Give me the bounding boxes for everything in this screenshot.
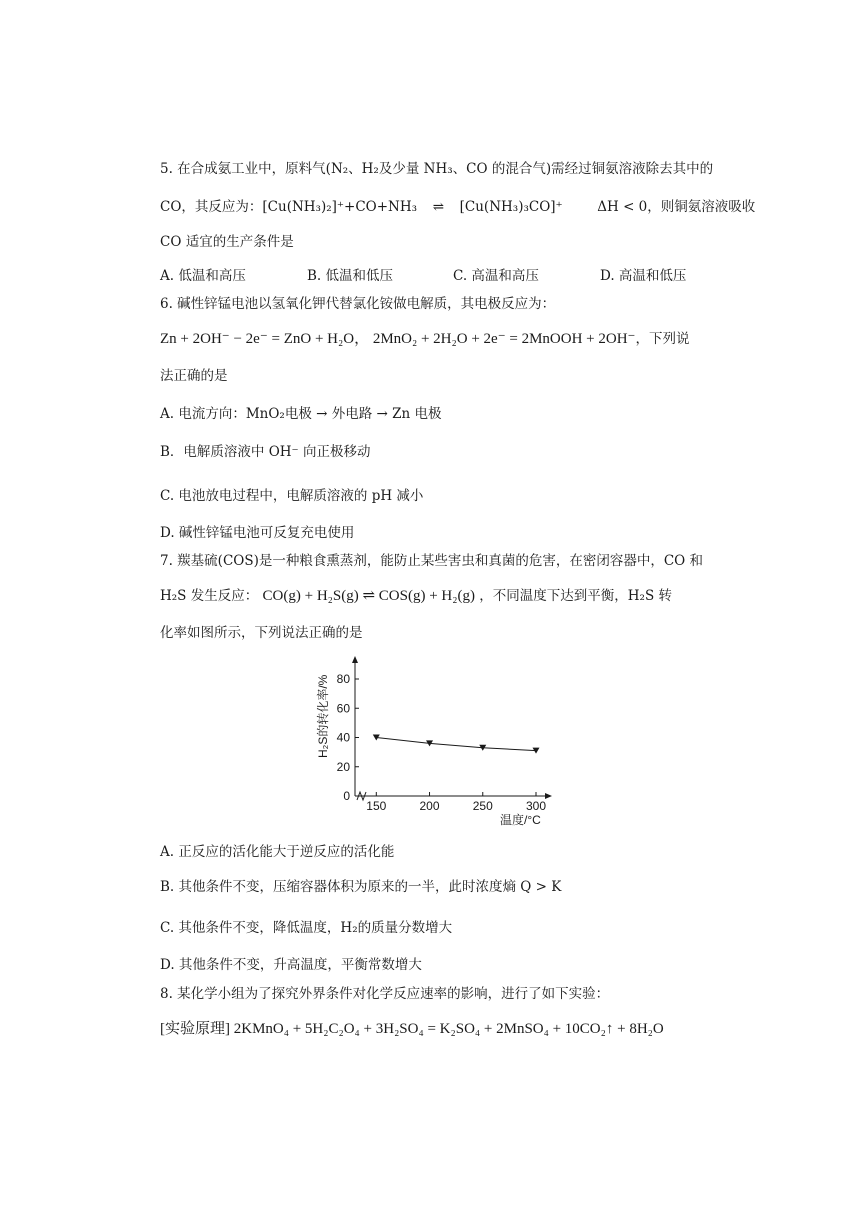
q6-stem-line1: 6. 碱性锌锰电池以氢氧化钾代替氯化铵做电解质，其电极反应为：: [160, 296, 556, 312]
q5-reaction-right: [Cu(NH₃)₃CO]⁺: [459, 199, 563, 215]
h2s-conversion-chart: [300, 650, 570, 835]
x-ticks: [366, 792, 546, 813]
equilibrium-arrow-icon: ⇌: [432, 199, 444, 215]
q7-stem-continuation: ，不同温度下达到平衡，H₂S 转: [479, 588, 672, 604]
q5-option-a[interactable]: A. 低温和高压: [160, 268, 246, 284]
q7-stem-line3: 化率如图所示，下列说法正确的是: [160, 625, 363, 641]
q6-option-d[interactable]: D. 碱性锌锰电池可反复充电使用: [160, 525, 355, 541]
x-tick-label: 300: [525, 799, 547, 813]
y-axis-label: H₂S的转化率/%: [316, 674, 330, 758]
q5-stem-line3: CO 适宜的生产条件是: [160, 234, 294, 250]
q7-option-d[interactable]: D. 其他条件不变，升高温度，平衡常数增大: [160, 957, 422, 973]
q5-option-c[interactable]: C. 高温和高压: [453, 268, 539, 284]
q5-option-d[interactable]: D. 高温和低压: [600, 268, 687, 284]
q8-experiment-principle: [实验原理] 2KMnO₄ + 5H₂C₂O₄ + 3H₂SO₄ = K₂SO₄ + 2MnSO₄ + 10CO₂↑ + 8H₂O: [160, 1021, 664, 1037]
q6-option-c[interactable]: C. 电池放电过程中，电解质溶液的 pH 减小: [160, 488, 424, 504]
y-tick-label: 40: [336, 730, 350, 745]
q6-equation-tail: ，下列说: [635, 331, 690, 346]
y-tick-label: 60: [336, 701, 350, 716]
q6-option-b[interactable]: B．电解质溶液中 OH⁻ 向正极移动: [160, 444, 371, 460]
q5-option-b[interactable]: B. 低温和低压: [307, 268, 394, 284]
q6-equation-mno2: 2MnO₂ + 2H₂O + 2e⁻ = 2MnOOH + 2OH⁻: [372, 331, 636, 347]
q5-stem-line2: [160, 198, 755, 216]
q8-stem-line1: 8. 某化学小组为了探究外界条件对化学反应速率的影响，进行了如下实验：: [160, 986, 610, 1002]
x-axis-label: 温度/°C: [500, 813, 541, 827]
y-tick-label: 80: [336, 672, 350, 686]
q7-option-b[interactable]: B. 其他条件不变，压缩容器体积为原来的一半，此时浓度熵 Q > K: [160, 879, 562, 895]
q7-option-a[interactable]: A. 正反应的活化能大于逆反应的活化能: [160, 844, 395, 860]
x-tick-label: 150: [366, 799, 387, 813]
x-tick-label: 250: [472, 799, 493, 813]
q5-reaction-left: CO，其反应为：[Cu(NH₃)₂]⁺+CO+NH₃: [160, 199, 418, 215]
q7-stem-line1: 7. 羰基硫(COS)是一种粮食熏蒸剂，能防止某些害虫和真菌的危害，在密闭容器中，CO 和: [160, 553, 704, 569]
x-axis-arrow-icon: [545, 793, 552, 799]
x-tick-label: 200: [419, 799, 440, 813]
q5-stem-line1: 5. 在合成氨工业中，原料气(N₂、H₂及少量 NH₃、CO 的混合气)需经过铜氨溶液除去其中的: [160, 161, 714, 177]
q6-equation-zn: Zn + 2OH⁻ − 2e⁻ = ZnO + H₂O: [160, 331, 355, 347]
y-tick-label: 0: [343, 789, 350, 803]
q7-option-c[interactable]: C. 其他条件不变，降低温度，H₂的质量分数增大: [160, 920, 453, 936]
axis-break-icon: [357, 792, 366, 800]
y-axis-arrow-icon: [352, 656, 358, 663]
data-markers: [373, 735, 540, 754]
q5-enthalpy: ΔH < 0，则铜氨溶液吸收: [597, 199, 756, 215]
q7-stem-line2: [160, 587, 672, 605]
y-tick-label: 20: [336, 759, 350, 774]
q7-reactants-label: H₂S 发生反应：: [160, 588, 259, 604]
q6-equations: Zn + 2OH⁻ − 2e⁻ = ZnO + H₂O， 2MnO₂ + 2H₂O + 2e⁻ = 2MnOOH + 2OH⁻，下列说: [160, 331, 690, 347]
q6-option-a[interactable]: A. 电流方向：MnO₂电极 → 外电路 → Zn 电极: [160, 406, 442, 422]
y-ticks: [337, 672, 359, 803]
q6-stem-line3: 法正确的是: [160, 368, 228, 384]
series-line: [376, 738, 536, 751]
q7-equation: CO(g) + H₂S(g) ⇌ COS(g) + H₂(g): [262, 588, 475, 604]
